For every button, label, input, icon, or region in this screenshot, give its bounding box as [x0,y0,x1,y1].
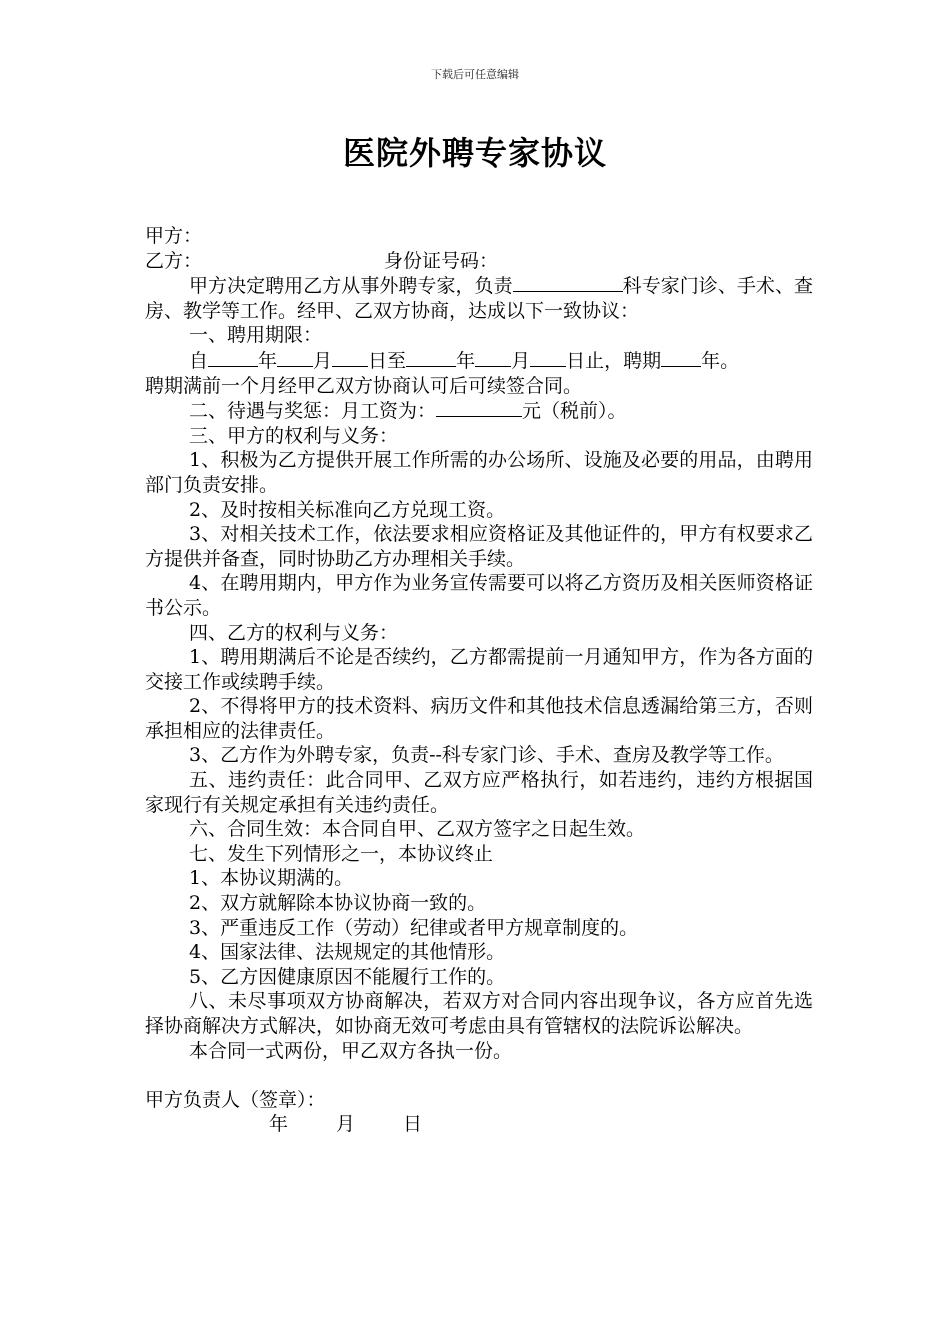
date-day: 日 [403,1113,423,1136]
party-b-label: 乙方： [145,249,203,272]
section-6: 六、合同生效：本合同自甲、乙双方签字之日起生效。 [189,818,646,841]
section-3-title: 三、甲方的权利与义务： [189,424,399,447]
end-day-blank [530,348,566,367]
copies-note: 本合同一式两份，甲乙双方各执一份。 [189,1039,513,1062]
term-years-blank [661,348,701,367]
section-4-item-1: 1、聘用期满后不论是否续约，乙方都需提前一月通知甲方，作为各方面的交接工作或续聘手续。 [145,646,813,693]
start-year-blank [208,348,258,367]
document-title: 医院外聘专家协议 [342,134,607,172]
section-7-item-2: 2、双方就解除本协议协商一致的。 [189,892,487,915]
party-b-line [145,249,813,274]
section-1-renewal: 聘期满前一个月经甲乙双方协商认可后可续签合同。 [145,374,583,397]
date-month: 月 [336,1113,356,1136]
section-2: 二、待遇与奖惩：月工资为： 元（税前）。 [189,400,627,423]
end-month-blank [475,348,511,367]
signature-label: 甲方负责人（签章）： [145,1088,326,1111]
intro-paragraph: 甲方决定聘用乙方从事外聘专家，负责 科专家门诊、手术、查房、教学等工作。经甲、乙双方协商，达成以下一致协议： [145,275,813,322]
end-year-blank [406,348,456,367]
party-a-line [145,224,813,249]
section-7-item-4: 4、国家法律、法规规定的其他情形。 [189,941,506,964]
header-note: 下载后可任意编辑 [431,68,519,81]
section-5: 五、违约责任：此合同甲、乙双方应严格执行，如若违约，违约方根据国家现行有关规定承担有关违约责任。 [145,769,813,816]
spacer [145,1063,813,1088]
section-8: 八、未尽事项双方协商解决，若双方对合同内容出现争议，各方应首先选择协商解决方式解决，如协商无效可考虑由具有管辖权的法院诉讼解决。 [145,990,813,1037]
section-1-period: 自 年 月 日至 年 月 日止，聘期 年。 [189,349,740,372]
start-day-blank [332,348,368,367]
section-7-item-1: 1、本协议期满的。 [189,867,354,890]
date-year: 年 [269,1113,289,1136]
document-body [145,224,813,1137]
id-number-label: 身份证号码： [384,249,499,272]
section-1-title: 一、聘用期限： [189,324,323,347]
section-3-item-2: 2、及时按相关标准向乙方兑现工资。 [189,498,506,521]
section-3-item-1: 1、积极为乙方提供开展工作所需的办公场所、设施及必要的用品，由聘用部门负责安排。 [145,449,813,496]
section-3-item-4: 4、在聘用期内，甲方作为业务宣传需要可以将乙方资历及相关医师资格证书公示。 [145,572,813,619]
signature-date [145,1112,813,1137]
section-4-item-2: 2、不得将甲方的技术资料、病历文件和其他技术信息透漏给第三方，否则承担相应的法律责任。 [145,695,813,742]
section-7-title: 七、发生下列情形之一，本协议终止 [189,842,494,865]
section-4-title: 四、乙方的权利与义务： [189,621,399,644]
section-7-item-5: 5、乙方因健康原因不能履行工作的。 [189,965,506,988]
section-4-item-3: 3、乙方作为外聘专家，负责--科专家门诊、手术、查房及教学等工作。 [189,744,784,767]
salary-blank [436,398,522,417]
start-month-blank [277,348,313,367]
department-blank [513,273,623,292]
party-a-label: 甲方： [145,225,203,247]
section-7-item-3: 3、严重违反工作（劳动）纪律或者甲方规章制度的。 [189,916,639,939]
section-3-item-3: 3、对相关技术工作，依法要求相应资格证及其他证件的，甲方有权要求乙方提供并备查，同时协助乙方办理相关手续。 [145,523,813,570]
